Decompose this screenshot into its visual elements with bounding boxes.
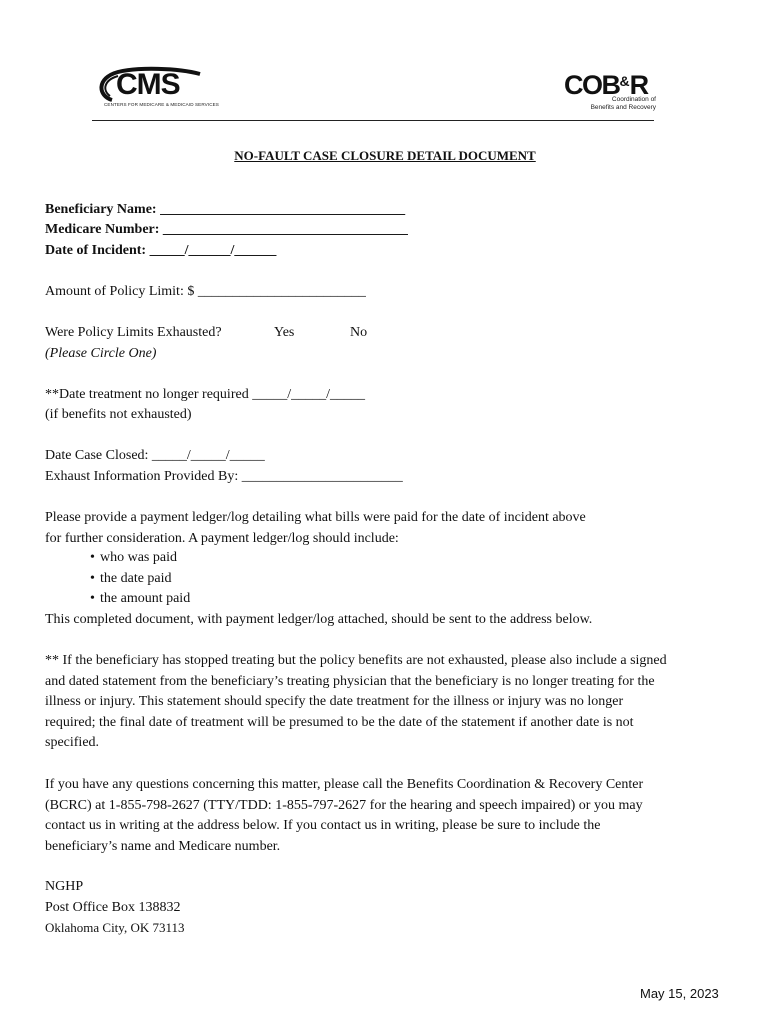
policy-exhausted-question: Were Policy Limits Exhausted? <box>45 325 222 340</box>
header-divider <box>92 120 654 121</box>
note-line-1: ** If the beneficiary has stopped treating but the policy benefits are not exhausted, please also include a signed <box>45 653 667 668</box>
ledger-line-1: Please provide a payment ledger/log detailing what bills were paid for the date of incident above <box>45 510 586 525</box>
cobr-logo-text <box>564 66 648 100</box>
cms-logo-text: CMS <box>116 68 180 101</box>
date-of-incident-field[interactable]: Date of Incident: _____/______/______ <box>45 243 277 258</box>
date-case-closed-field[interactable]: Date Case Closed: _____/_____/_____ <box>45 448 265 463</box>
exhaustion-note-paragraph <box>45 651 667 754</box>
note-line-3: illness or injury. This statement should specify the date treatment for the illness or injury was no longer <box>45 694 624 710</box>
address-line-1: NGHP <box>45 879 84 894</box>
document-title: NO-FAULT CASE CLOSURE DETAIL DOCUMENT <box>234 148 536 163</box>
contact-line-4: beneficiary’s name and Medicare number. <box>45 838 281 854</box>
address-line-2: Post Office Box 138832 <box>45 899 181 915</box>
no-option[interactable]: No <box>350 325 368 340</box>
cms-logo-subtitle: CENTERS FOR MEDICARE & MEDICAID SERVICES <box>104 102 219 107</box>
cobr-subtitle-line1: Coordination of <box>611 96 656 103</box>
yes-option[interactable]: Yes <box>274 325 295 340</box>
list-item: • the amount paid <box>90 589 190 610</box>
list-item: • the date paid <box>90 569 190 590</box>
beneficiary-name-field[interactable]: Beneficiary Name: ___________________________________ <box>45 202 406 217</box>
cobr-subtitle-line2: Benefits and Recovery <box>590 103 656 111</box>
cobr-logo-cob: COB <box>564 70 620 100</box>
cobr-logo-r: R <box>629 70 648 100</box>
list-item: • who was paid <box>90 548 190 569</box>
contact-line-2: (BCRC) at 1-855-798-2627 (TTY/TDD: 1-855-797-2627 for the hearing and speech impaired) or you may <box>45 797 643 813</box>
date-treatment-field[interactable]: **Date treatment no longer required _____/_____/_____ <box>45 387 365 402</box>
note-line-4: required; the final date of treatment will be presumed to be the date of the statement if another date is not <box>45 714 634 730</box>
contact-line-3: contact us in writing at the address below. If you contact us in writing, please be sure to include the <box>45 818 601 834</box>
contact-paragraph <box>45 775 643 857</box>
note-line-5: specified. <box>45 735 100 751</box>
cms-logo <box>92 66 219 112</box>
bullet-icon: • <box>90 550 95 565</box>
contact-line-1: If you have any questions concerning this matter, please call the Benefits Coordination & Recovery Center <box>45 777 644 792</box>
if-not-exhausted-note: (if benefits not exhausted) <box>45 407 192 422</box>
medicare-number-field[interactable]: Medicare Number: ___________________________________ <box>45 222 408 237</box>
address-line-3: Oklahoma City, OK 73113 <box>45 920 185 936</box>
mailing-address <box>45 877 185 939</box>
cobr-logo-amp: & <box>619 73 630 89</box>
policy-limit-field[interactable]: Amount of Policy Limit: $ ________________________ <box>45 284 366 299</box>
exhaust-info-field[interactable]: Exhaust Information Provided By: _______________________ <box>45 469 403 484</box>
cobr-logo <box>562 64 658 114</box>
ledger-bullet-list <box>90 548 190 610</box>
ledger-paragraph <box>45 508 586 549</box>
ledger-line-2: for further consideration. A payment ledger/log should include: <box>45 530 399 546</box>
bullet-icon: • <box>90 591 95 607</box>
footer-date: May 15, 2023 <box>640 986 719 1001</box>
bullet-icon: • <box>90 570 95 586</box>
ledger-closing: This completed document, with payment ledger/log attached, should be sent to the address below. <box>45 612 593 627</box>
note-line-2: and dated statement from the beneficiary’s treating physician that the beneficiary is no longer treating for the <box>45 673 655 689</box>
cobr-logo-subtitle <box>586 96 656 111</box>
circle-one-hint: (Please Circle One) <box>45 346 157 361</box>
